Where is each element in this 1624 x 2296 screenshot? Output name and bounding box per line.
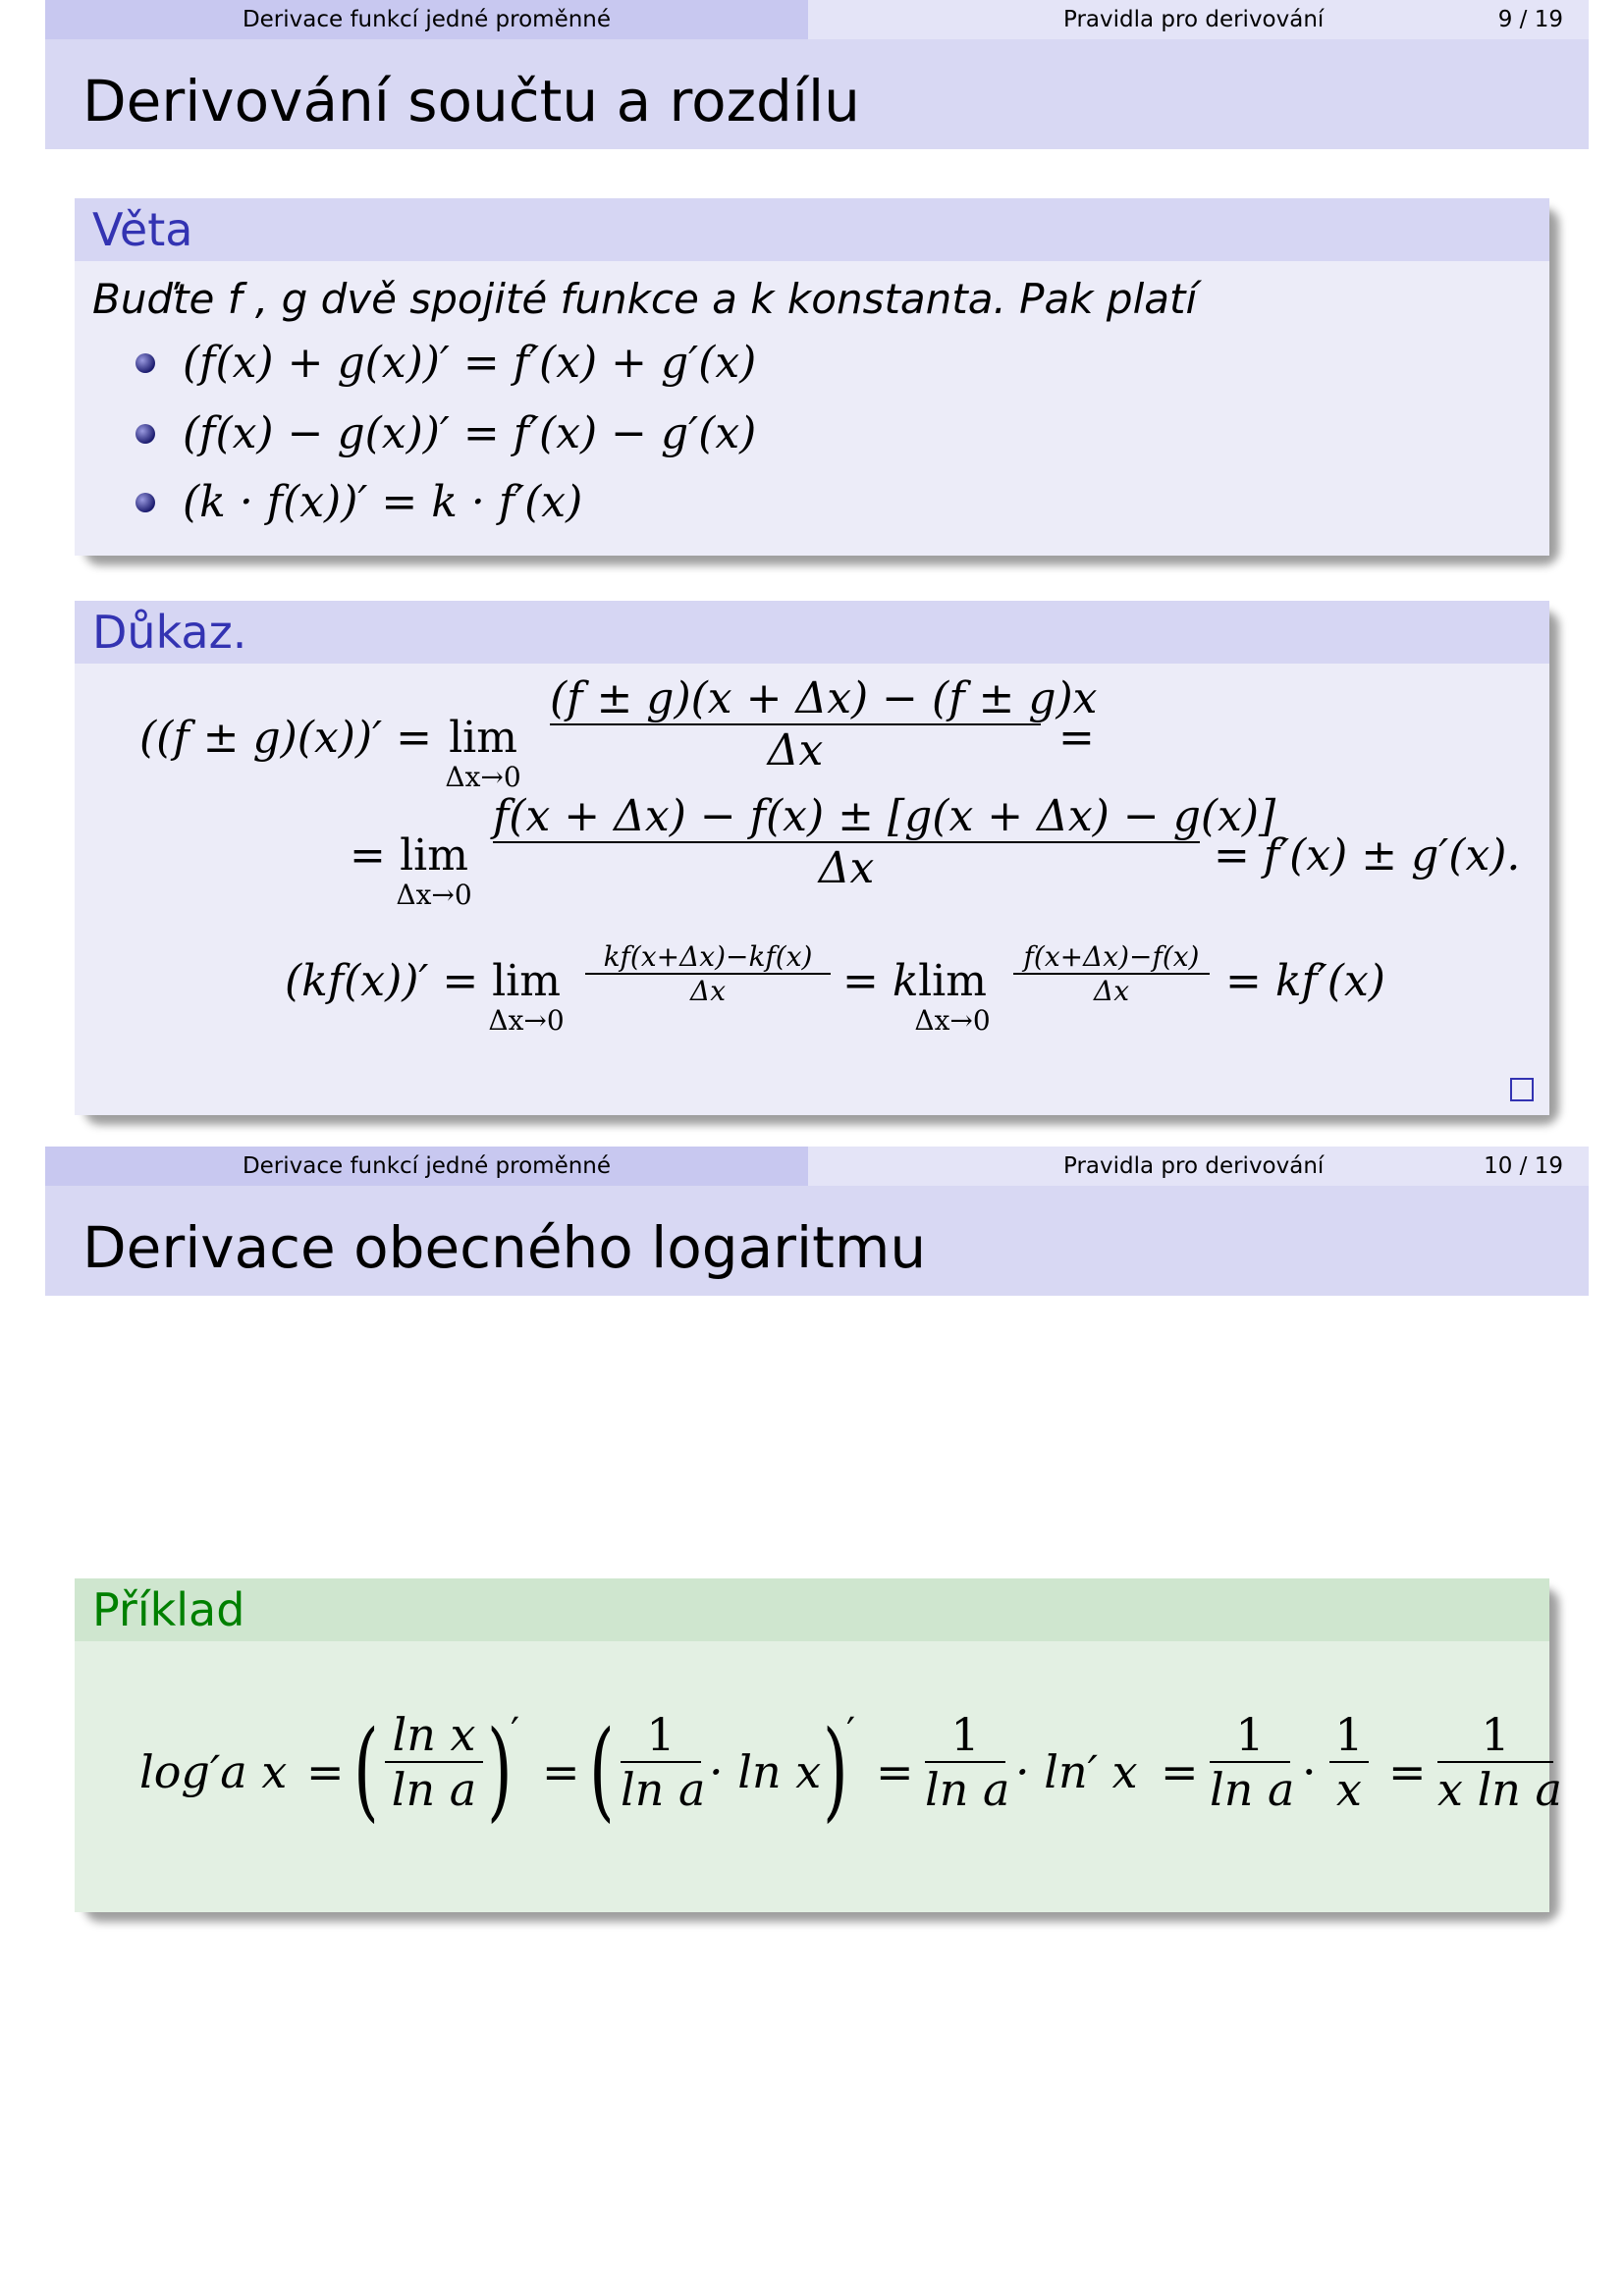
fraction-numerator: 1 (1481, 1708, 1510, 1761)
fraction-denominator: x ln a (1437, 1763, 1562, 1816)
eq-sign: = (306, 1745, 345, 1798)
theorem-block (75, 198, 1549, 556)
eq-sign: = (1388, 1745, 1427, 1798)
paren-right: ) (487, 1707, 513, 1833)
prime-mark: ′ (846, 1710, 856, 1755)
slide-headline (45, 0, 1589, 39)
proof-line1-limit (434, 713, 532, 793)
paren-right: ) (823, 1707, 848, 1833)
fraction-denominator: Δx (689, 975, 726, 1007)
proof-line2-limit (385, 830, 483, 911)
eq-sign: = (876, 1745, 914, 1798)
proof-body (75, 664, 1549, 1115)
example-block (75, 1578, 1562, 1912)
lim-sub: Δx→0 (396, 879, 472, 911)
slide-headline (45, 1147, 1589, 1186)
fraction-denominator: Δx (1093, 975, 1129, 1007)
lim-sub: Δx→0 (488, 1004, 565, 1037)
fraction-numerator: f(x+Δx)−f(x) (1023, 940, 1200, 973)
dot-lnx: · ln x (709, 1745, 822, 1798)
fraction-numerator: kf(x+Δx)−kf(x) (603, 940, 813, 973)
proof-line2-rhs: = f′(x) ± g′(x). (1214, 830, 1521, 881)
fraction-denominator: x (1336, 1763, 1362, 1816)
paren-left: ( (353, 1707, 379, 1833)
eq-sign: = (1161, 1745, 1199, 1798)
paren-left: ( (589, 1707, 615, 1833)
dot-lnprime-x: · ln′ x (1015, 1745, 1138, 1798)
bullet-icon (135, 493, 155, 512)
page-number: 9 / 19 (1497, 7, 1563, 32)
example-body (75, 1641, 1562, 1912)
proof-line3-fraction1 (585, 940, 831, 1007)
lim-text: lim (449, 713, 517, 763)
proof-line3-limit (477, 956, 575, 1037)
frame-title (45, 39, 1589, 149)
section-title: Derivace funkcí jedné proměnné (242, 1153, 612, 1179)
theorem-body (75, 261, 1549, 556)
bullet-icon (135, 424, 155, 444)
eq-sign: = (542, 1745, 580, 1798)
proof-line3-limit2 (903, 956, 1001, 1037)
example-fraction-1-lna-3 (1210, 1708, 1295, 1816)
prime-mark: ′ (511, 1710, 520, 1755)
qed-square-icon (1510, 1078, 1534, 1101)
fraction-denominator: ln a (391, 1763, 477, 1816)
frame-title (45, 1186, 1589, 1296)
subsection-title: Pravidla pro derivování (1063, 1153, 1325, 1179)
slide-9 (45, 0, 1589, 1109)
rule-sum: (f(x) + g(x))′ = f′(x) + g′(x) (183, 338, 757, 388)
lim-text: lim (492, 956, 561, 1006)
lim-sub: Δx→0 (914, 1004, 991, 1037)
frame-title-text: Derivace obecného logaritmu (82, 1214, 927, 1281)
proof-line3-fraction2 (1013, 940, 1210, 1007)
page-number: 10 / 19 (1484, 1153, 1563, 1179)
proof-block (75, 601, 1549, 1115)
lim-text: lim (918, 956, 987, 1006)
proof-line1-lhs: ((f ± g)(x))′ = (139, 713, 432, 763)
fraction-numerator: f(x + Δx) − f(x) ± [g(x + Δx) − g(x)] (493, 791, 1276, 841)
headline-section (45, 0, 808, 39)
example-lhs: log′a x (139, 1745, 288, 1798)
fraction-numerator: (f ± g)(x + Δx) − (f ± g)x (550, 673, 1098, 723)
theorem-title: Věta (75, 198, 1549, 261)
headline-right (808, 1147, 1589, 1186)
example-fraction-1-lna (621, 1708, 706, 1816)
proof-line2-fraction (493, 791, 1276, 893)
proof-line1-fraction (550, 673, 1098, 775)
proof-title: Důkaz. (75, 601, 1549, 664)
fraction-denominator: ln a (621, 1763, 706, 1816)
fraction-denominator: ln a (925, 1763, 1010, 1816)
section-title: Derivace funkcí jedné proměnné (242, 7, 612, 32)
fraction-numerator: ln x (392, 1708, 476, 1761)
rule-constant: (k · f(x))′ = k · f′(x) (183, 477, 583, 527)
headline-section (45, 1147, 808, 1186)
fraction-denominator: Δx (767, 725, 824, 775)
fraction-denominator: Δx (818, 843, 875, 893)
fraction-denominator: ln a (1210, 1763, 1295, 1816)
fraction-numerator: 1 (1334, 1708, 1364, 1761)
lim-sub: Δx→0 (445, 761, 521, 793)
fraction-numerator: 1 (646, 1708, 676, 1761)
proof-line1-eq: = (1058, 713, 1095, 763)
slide-10 (45, 1147, 1589, 2256)
theorem-lead: Buďte f , g dvě spojité funkce a k konstanta. Pak platí (92, 275, 1198, 323)
dot: · (1302, 1745, 1317, 1798)
proof-line3-mid: = k (842, 956, 919, 1006)
fraction-numerator: 1 (950, 1708, 980, 1761)
frame-title-text: Derivování součtu a rozdílu (82, 68, 860, 134)
example-fraction-1-lna-2 (925, 1708, 1010, 1816)
rule-difference: (f(x) − g(x))′ = f′(x) − g′(x) (183, 408, 757, 458)
subsection-title: Pravidla pro derivování (1063, 7, 1325, 32)
example-fraction-lnx-lna (385, 1708, 483, 1816)
example-fraction-result (1437, 1708, 1562, 1816)
proof-line3-rhs: = kf′(x) (1225, 956, 1385, 1006)
headline-right (808, 0, 1589, 39)
fraction-numerator: 1 (1235, 1708, 1265, 1761)
example-title: Příklad (75, 1578, 1549, 1641)
lim-text: lim (400, 830, 468, 881)
bullet-icon (135, 353, 155, 373)
proof-line2-eq: = (350, 830, 386, 881)
example-fraction-1-x (1329, 1708, 1369, 1816)
proof-line3-lhs: (kf(x))′ = (285, 956, 479, 1006)
